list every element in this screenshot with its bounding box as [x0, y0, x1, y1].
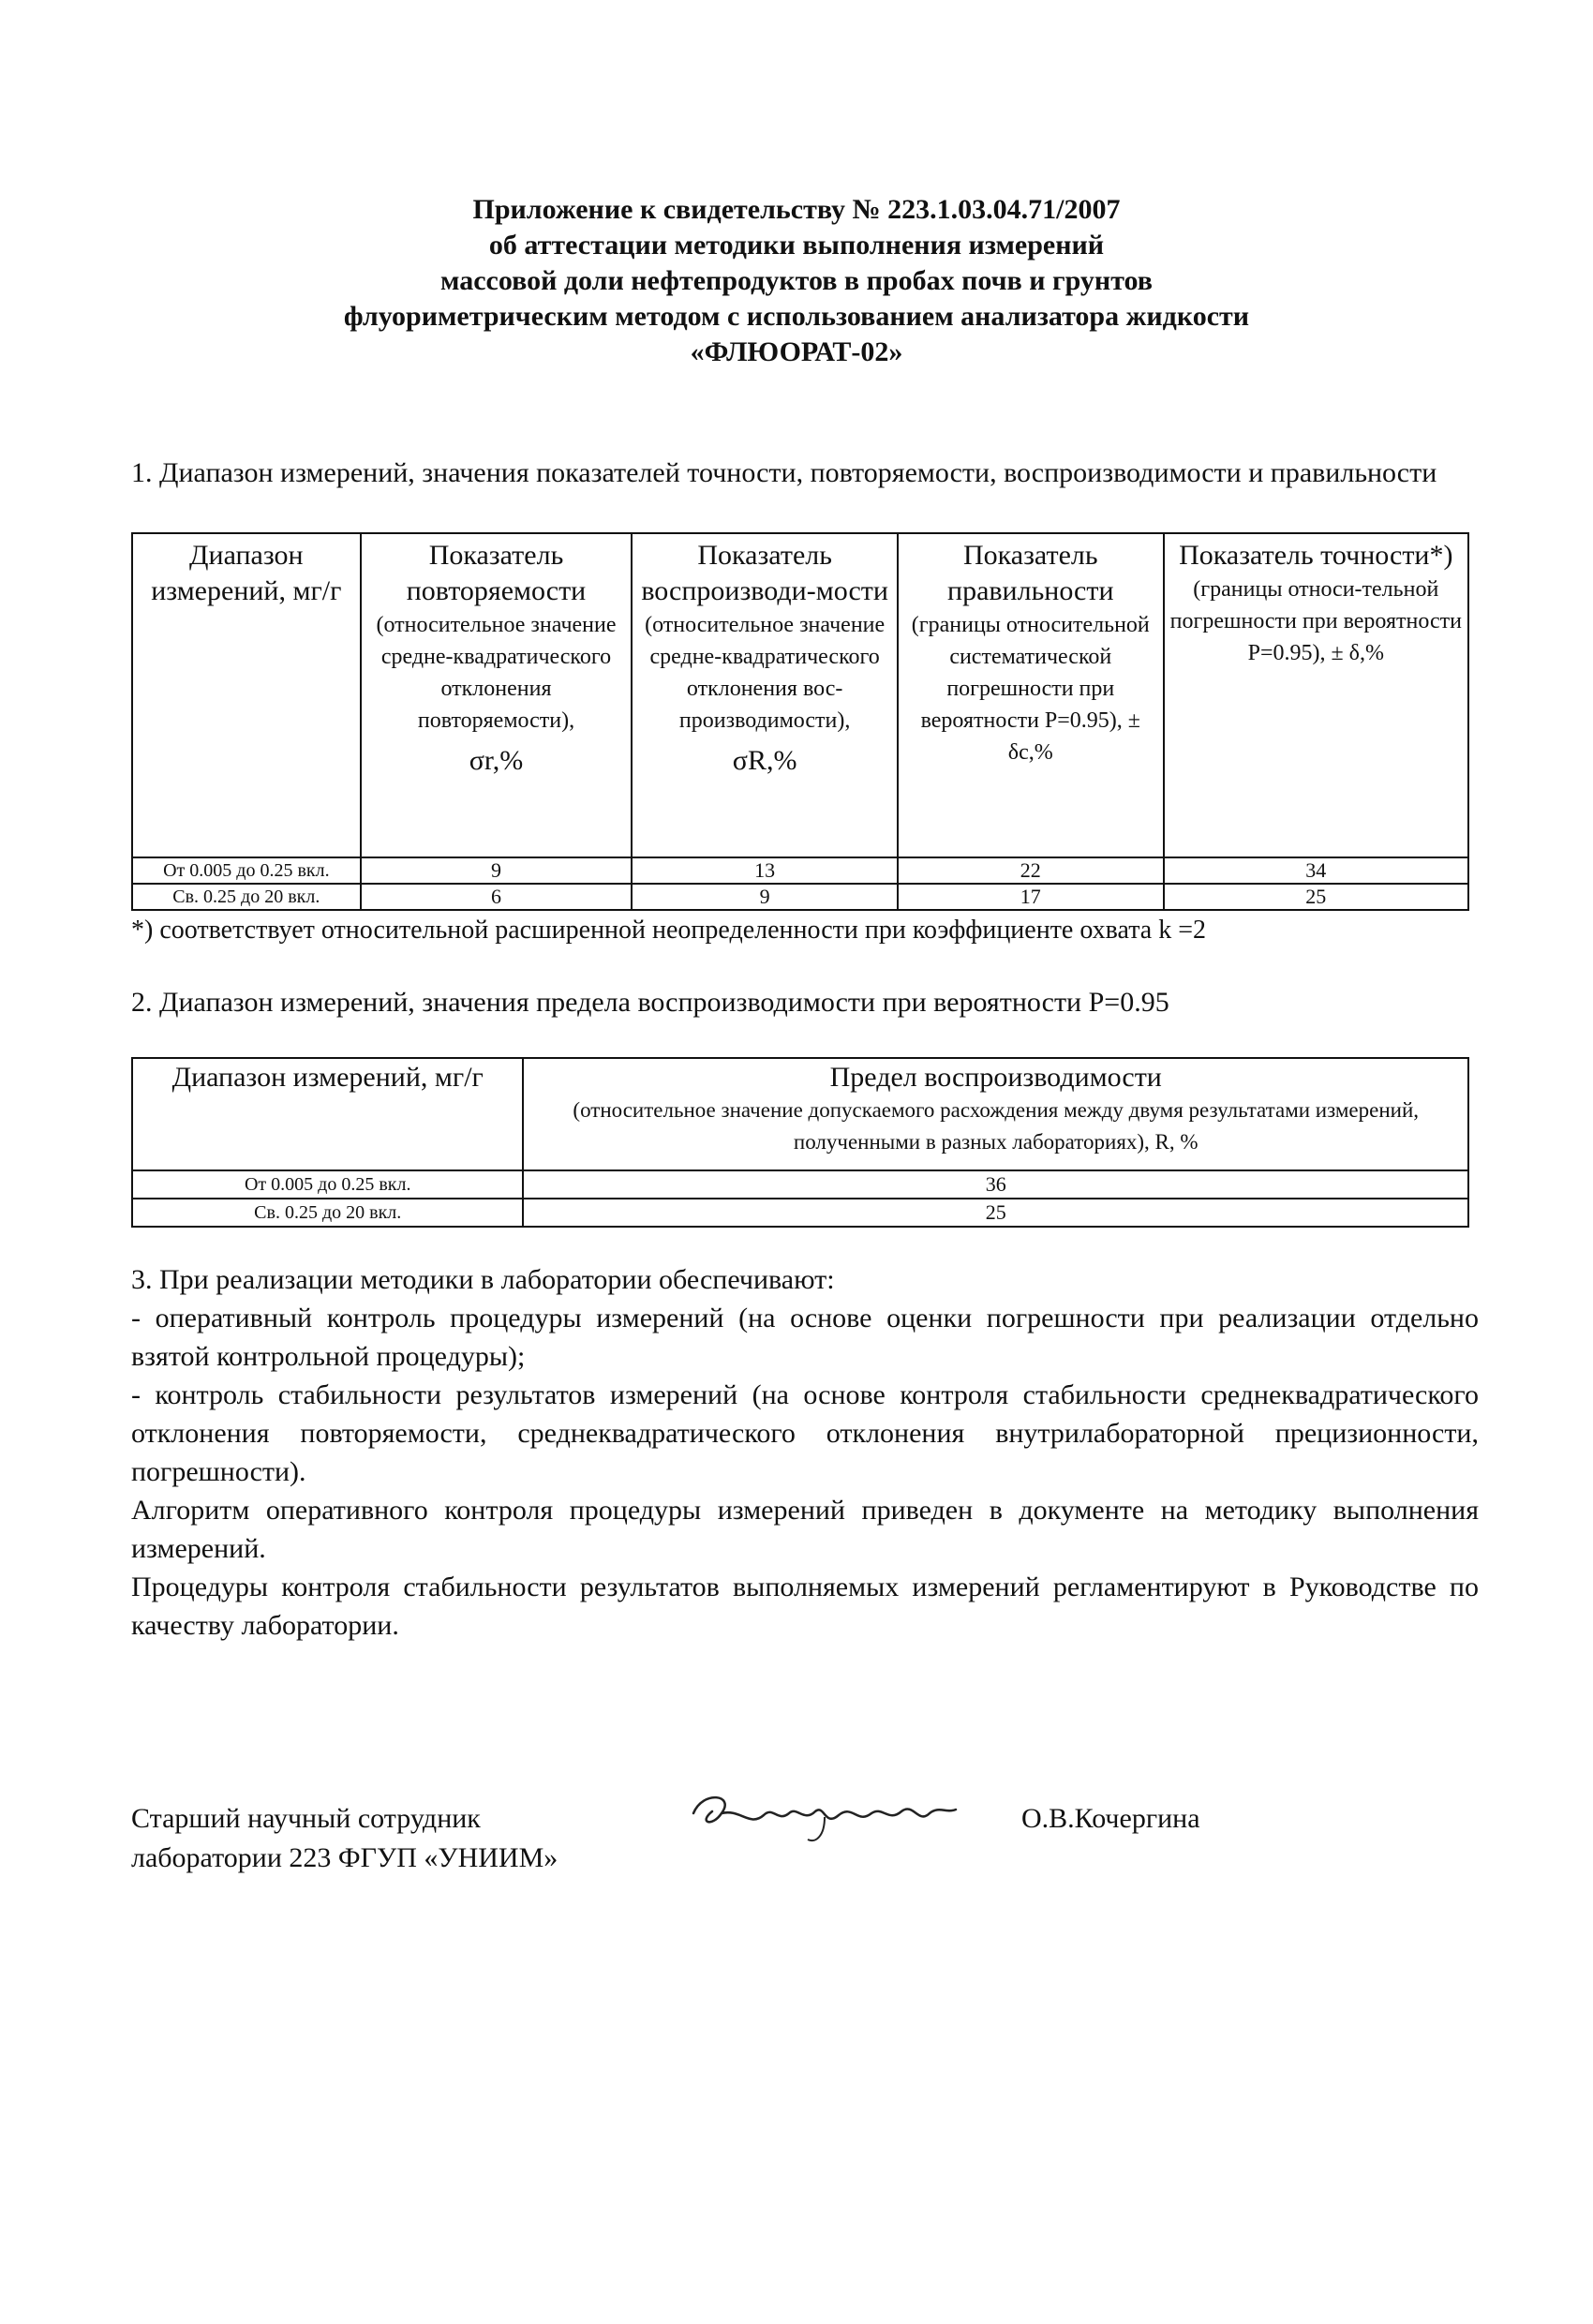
header-main: Показатель правильности — [947, 540, 1114, 606]
table-header-row — [132, 533, 1468, 857]
header-sub: (относительное значение средне-квадратического отклонения повторяемости), — [376, 613, 617, 733]
header-main: Показатель точности*) — [1179, 540, 1453, 571]
section-3 — [131, 1260, 1479, 1645]
section-3-paragraph: Процедуры контроля стабильности результатов выполняемых измерений регламентируют в Руководстве по качеству лаборатории. — [131, 1572, 1479, 1641]
title-line-3: массовой доли нефтепродуктов в пробах почв и грунтов — [439, 265, 1153, 296]
header-reproducibility-limit — [523, 1058, 1468, 1170]
header-main: Диапазон измерений, мг/г — [151, 540, 342, 606]
header-main: Показатель воспроизводи-мости — [641, 540, 888, 606]
cell-value: 13 — [632, 857, 898, 884]
header-range — [132, 1058, 523, 1170]
cell-value: 6 — [361, 884, 633, 910]
header-main: Показатель повторяемости — [406, 540, 587, 606]
cell-value: 34 — [1164, 857, 1468, 884]
header-repeatability — [361, 533, 633, 857]
title-line-2: об аттестации методики выполнения измерений — [488, 230, 1105, 261]
header-symbol: σr,% — [469, 745, 524, 776]
header-symbol: σR,% — [732, 745, 797, 776]
table-row — [132, 884, 1468, 910]
title-line-5: «ФЛЮОРАТ-02» — [690, 336, 903, 367]
section-3-paragraph: - контроль стабильности результатов измерений (на основе контроля стабильности среднеквадратического отклонения повторяемости, среднеквадратического отклонения внутрилабораторной прецизионности, погрешности). — [131, 1379, 1479, 1487]
title-line-1: Приложение к свидетельству № 223.1.03.04.71/2007 — [472, 194, 1121, 225]
table-row — [132, 1170, 1468, 1199]
section-3-paragraph: 3. При реализации методики в лаборатории обеспечивают: — [131, 1264, 835, 1295]
header-main: Диапазон измерений, мг/г — [171, 1062, 484, 1093]
cell-range: Св. 0.25 до 20 вкл. — [132, 1199, 523, 1227]
cell-value: 25 — [1164, 884, 1468, 910]
cell-value: 9 — [632, 884, 898, 910]
position-line-1: Старший научный сотрудник — [131, 1803, 481, 1834]
table-footnote: *) соответствует относительной расширенной неопределенности при коэффициенте охвата k =2 — [131, 916, 1207, 945]
document-title — [131, 192, 1462, 370]
cell-range: От 0.005 до 0.25 вкл. — [132, 857, 361, 884]
cell-value: 25 — [523, 1199, 1468, 1227]
section-3-paragraph: Алгоритм оперативного контроля процедуры измерений приведен в документе на методику выполнения измерений. — [131, 1495, 1479, 1564]
signatory-position — [131, 1799, 558, 1878]
header-range — [132, 533, 361, 857]
header-sub: (границы относи-тельной погрешности при вероятности Р=0.95), ± δ,% — [1169, 577, 1462, 665]
signatory-name: О.В.Кочергина — [1021, 1803, 1200, 1834]
cell-value: 9 — [361, 857, 633, 884]
section-3-paragraph: - оперативный контроль процедуры измерений (на основе оценки погрешности при реализации отдельно взятой контрольной процедуры); — [131, 1303, 1479, 1372]
reproducibility-limit-table — [131, 1057, 1469, 1228]
header-trueness — [898, 533, 1164, 857]
cell-value: 36 — [523, 1170, 1468, 1199]
header-sub: (относительное значение средне-квадратического отклонения вос-производимости), — [645, 613, 886, 733]
cell-range: Св. 0.25 до 20 вкл. — [132, 884, 361, 910]
section-2-heading: 2. Диапазон измерений, значения предела воспроизводимости при вероятности Р=0.95 — [131, 987, 1169, 1018]
cell-value: 17 — [898, 884, 1164, 910]
header-accuracy — [1164, 533, 1468, 857]
table-row — [132, 857, 1468, 884]
header-reproducibility — [632, 533, 898, 857]
section-1-heading: 1. Диапазон измерений, значения показателей точности, повторяемости, воспроизводимости и правильности — [131, 457, 1437, 488]
position-line-2: лаборатории 223 ФГУП «УНИИМ» — [131, 1842, 558, 1873]
cell-value: 22 — [898, 857, 1164, 884]
title-line-4: флуориметрическим методом с использованием анализатора жидкости — [343, 301, 1250, 332]
table-header-row — [132, 1058, 1468, 1170]
cell-range: От 0.005 до 0.25 вкл. — [132, 1170, 523, 1199]
header-sub: (границы относительной систематической погрешности при вероятности Р=0.95), ± δc,% — [911, 613, 1150, 765]
table-row — [132, 1199, 1468, 1227]
header-main: Предел воспроизводимости — [829, 1062, 1162, 1093]
handwritten-signature — [684, 1785, 965, 1851]
accuracy-table — [131, 532, 1469, 911]
header-sub: (относительное значение допускаемого расхождения между двумя результатами измерений, полученными в разных лабораториях), R, % — [573, 1098, 1420, 1154]
